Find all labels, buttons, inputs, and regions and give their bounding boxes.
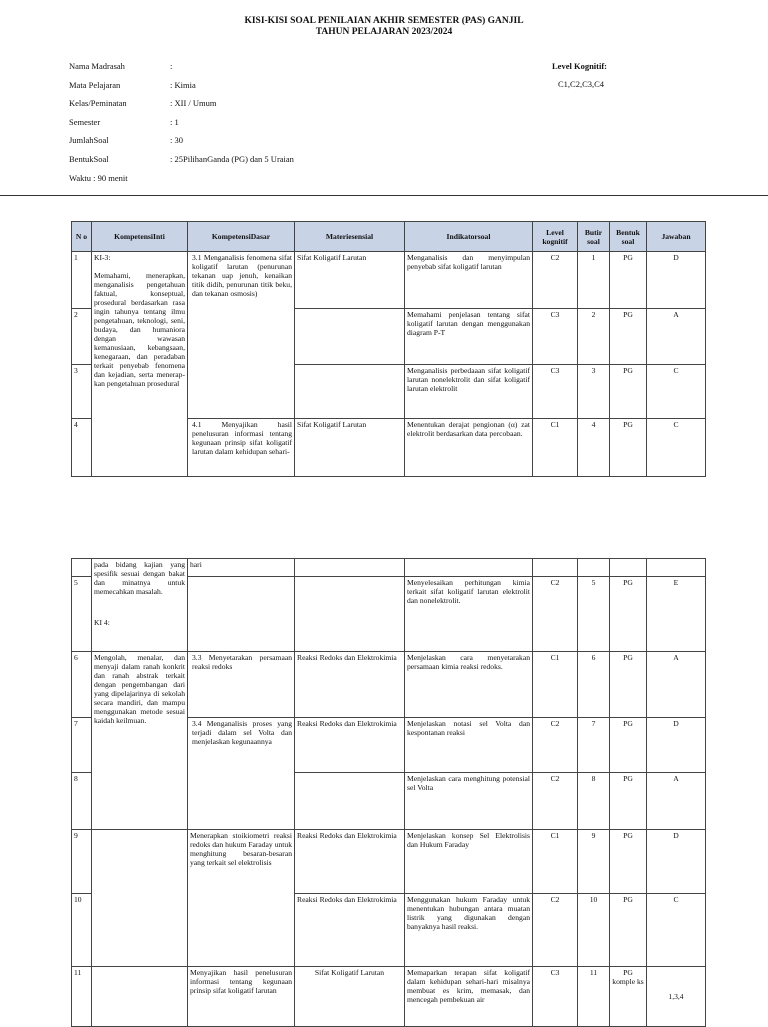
row-indikator: Menganalisis perbedaaan sifat koligatif larutan nonelektrolit dan sifat koligatif larutan elektrolit: [405, 365, 533, 419]
kd-faraday-cell: Menerapkan stoikiometri reaksi redoks dan hukum Faraday untuk menghitung besaran-besaran yang terkait sel elektrolisis: [188, 830, 295, 967]
row-jawaban: A: [647, 309, 706, 365]
row-bentuk: PG: [610, 365, 647, 419]
row-jawaban: [647, 559, 706, 577]
row-butir: 9: [578, 830, 610, 894]
col-header-no: N o: [72, 222, 92, 252]
semester-label: Semester: [69, 117, 101, 127]
semester-value: : 1: [170, 117, 179, 127]
row-materi: Reaksi Redoks dan Elektrokimia: [295, 652, 405, 718]
madrasah-label: Nama Madrasah: [69, 61, 125, 71]
row-materi: Reaksi Redoks dan Elektrokimia: [295, 894, 405, 967]
kisi-table-page2: [71, 558, 706, 1027]
row-jawaban: C: [647, 365, 706, 419]
row-no: 8: [72, 773, 92, 830]
row-level: C2: [533, 252, 578, 309]
header-divider: [0, 195, 768, 196]
ki-continuation-cell: [92, 559, 188, 652]
col-header-ki: KompetensiInti: [92, 222, 188, 252]
ki4-text: Mengolah, menalar, dan menyaji dalam ranah konkrit dan ranah abstrak terkait dengan pengembangan dari yang dipelajarinya di sekolah secara mandiri, dan mampu menggunakan metode sesuai kaidah keilmuan.: [92, 652, 188, 830]
row-jawaban: D: [647, 252, 706, 309]
row-bentuk: PG: [610, 419, 647, 477]
row-bentuk: PG: [610, 894, 647, 967]
row-bentuk: PG: [610, 718, 647, 773]
kd-3-4-cell: 3.4 Menganalisis proses yang terjadi dalam sel Volta dan menjelaskan kegunaannya: [188, 718, 295, 830]
row-materi: Sifat Koligatif Larutan: [295, 967, 405, 1027]
level-kognitif-value: C1,C2,C3,C4: [558, 79, 605, 89]
row-bentuk: PG: [610, 252, 647, 309]
row-indikator: [405, 559, 533, 577]
doc-title-line2: TAHUN PELAJARAN 2023/2024: [315, 27, 453, 37]
row-butir: 5: [578, 577, 610, 652]
row-butir: 8: [578, 773, 610, 830]
col-header-materi: Materiesensial: [295, 222, 405, 252]
row-bentuk: [610, 559, 647, 577]
row-indikator: Menjelaskan cara menghitung potensial sel Volta: [405, 773, 533, 830]
row-jawaban: C: [647, 419, 706, 477]
ki3-text-cont: pada bidang kajian yang spesifik sesuai dengan bakat dan minatnya untuk memecahkan masalah.: [94, 560, 185, 596]
kd-4-1-cont: hari: [188, 559, 295, 577]
row-butir: 3: [578, 365, 610, 419]
row-jawaban: 1,3,4: [647, 967, 706, 1027]
row-butir: 4: [578, 419, 610, 477]
row-materi: [295, 309, 405, 365]
table-row: [72, 652, 706, 718]
row-jawaban: D: [647, 830, 706, 894]
row-bentuk: PG: [610, 577, 647, 652]
row-no: 5: [72, 577, 92, 652]
row-no: 7: [72, 718, 92, 773]
row-level: C1: [533, 419, 578, 477]
row-level: C2: [533, 718, 578, 773]
kd-3-3-cell: 3.3 Menyetarakan persamaan reaksi redoks: [188, 652, 295, 718]
col-header-level: Level kognitif: [533, 222, 578, 252]
row-butir: 10: [578, 894, 610, 967]
mapel-label: Mata Pelajaran: [69, 80, 121, 90]
row-butir: 1: [578, 252, 610, 309]
row-no: 6: [72, 652, 92, 718]
row-materi: Sifat Koligatif Larutan: [295, 252, 405, 309]
row-no: 1: [72, 252, 92, 309]
row-level: C3: [533, 309, 578, 365]
bentuk-soal-value: : 25PilihanGanda (PG) dan 5 Uraian: [170, 154, 294, 164]
row-butir: 11: [578, 967, 610, 1027]
row-level: C2: [533, 894, 578, 967]
row-level: C1: [533, 652, 578, 718]
row-indikator: Memahami penjelasan tentang sifat koligatif larutan dengan menggunakan diagram P-T: [405, 309, 533, 365]
row-level: C2: [533, 773, 578, 830]
row-jawaban: E: [647, 577, 706, 652]
row-no: [72, 559, 92, 577]
ki3-cell: [92, 252, 188, 477]
row-level: C1: [533, 830, 578, 894]
row-materi: Reaksi Redoks dan Elektrokimia: [295, 718, 405, 773]
row-butir: 2: [578, 309, 610, 365]
level-kognitif-title: Level Kognitif:: [552, 61, 608, 71]
madrasah-value: :: [170, 61, 173, 71]
row-no: 10: [72, 894, 92, 967]
row-no: 3: [72, 365, 92, 419]
row-materi: [295, 559, 405, 577]
row-bentuk: PG: [610, 773, 647, 830]
row-butir: 6: [578, 652, 610, 718]
kelas-label: Kelas/Peminatan: [69, 98, 127, 108]
row-indikator: Menjelaskan konsep Sel Elektrolisis dan Hukum Faraday: [405, 830, 533, 894]
col-header-bentuk: Bentuk soal: [610, 222, 647, 252]
jumlah-soal-value: : 30: [170, 135, 183, 145]
row-level: [533, 559, 578, 577]
mapel-value: : Kimia: [170, 80, 196, 90]
table-row: [72, 252, 706, 309]
row-indikator: Menyelesaikan perhitungan kimia terkait sifat koligatif larutan elektrolit dan nonelektrolit.: [405, 577, 533, 652]
row-no: 11: [72, 967, 92, 1027]
row-jawaban: C: [647, 894, 706, 967]
ki-empty: [92, 967, 188, 1027]
row-materi: [295, 773, 405, 830]
row-materi: [295, 365, 405, 419]
row-materi: Reaksi Redoks dan Elektrokimia: [295, 830, 405, 894]
bentuk-soal-label: BentukSoal: [69, 154, 109, 164]
row-indikator: Memaparkan terapan sifat koligatif dalam kehidupan sehari-hari misalnya membuat es krim, memasak, dan mencegah pembekuan air: [405, 967, 533, 1027]
table-row-continued: [72, 559, 706, 577]
table-row: [72, 967, 706, 1027]
kelas-value: : XII / Umum: [170, 98, 217, 108]
row-level: C3: [533, 365, 578, 419]
row-bentuk: PG: [610, 652, 647, 718]
col-header-kd: KompetensiDasar: [188, 222, 295, 252]
row-bentuk: PG komple ks: [610, 967, 647, 1027]
row-jawaban: D: [647, 718, 706, 773]
row-no: 9: [72, 830, 92, 894]
row-indikator: Menentukan derajat pengionan (α) zat elektrolit berdasarkan data percobaan.: [405, 419, 533, 477]
row-no: 4: [72, 419, 92, 477]
row-level: C2: [533, 577, 578, 652]
row-jawaban: A: [647, 652, 706, 718]
row-bentuk: PG: [610, 830, 647, 894]
row-indikator: Menjelaskan cara menyetarakan persamaan kimia reaksi redoks.: [405, 652, 533, 718]
kd-empty: [188, 577, 295, 652]
doc-title-line1: KISI-KISI SOAL PENILAIAN AKHIR SEMESTER (PAS) GANJIL: [244, 16, 524, 26]
row-indikator: Menjelaskan notasi sel Volta dan kespontanan reaksi: [405, 718, 533, 773]
row-indikator: Menggunakan hukum Faraday untuk menentukan hubungan antara muatan listrik yang digunakan dengan banyaknya hasil reaksi.: [405, 894, 533, 967]
kd-4-1-cell: 4.1 Menyajikan hasil penelusuran informasi tentang kegunaan prinsip sifat koligatif larutan dalam kehidupan sehari-: [188, 419, 295, 477]
col-header-jawaban: Jawaban: [647, 222, 706, 252]
col-header-indikator: Indikatorsoal: [405, 222, 533, 252]
row-bentuk: PG: [610, 309, 647, 365]
row-materi: [295, 577, 405, 652]
table-row: [72, 830, 706, 894]
table-header-row: [72, 222, 706, 252]
row-butir: [578, 559, 610, 577]
row-indikator: Menganalisis dan menyimpulan penyebab sifat koligatif larutan: [405, 252, 533, 309]
ki4-heading: KI 4:: [94, 618, 110, 627]
row-level: C3: [533, 967, 578, 1027]
col-header-butir: Butir soal: [578, 222, 610, 252]
ki-empty: [92, 830, 188, 967]
row-materi: Sifat Koligatif Larutan: [295, 419, 405, 477]
row-no: 2: [72, 309, 92, 365]
kd-sajikan-cell: Menyajikan hasil penelusuran informasi tentang kegunaan prinsip sifat koligatif larutan: [188, 967, 295, 1027]
ki3-text: Memahami, menerapkan, menganalisis pengetahuan faktual, konseptual, prosedural berdasarkan rasa ingin tahunya tentang ilmu pengetahuan, teknologi, seni, budaya, dan humaniora dengan wawasan kemanusiaan, kebangsaan, kenegaraan, dan peradaban terkait penyebab fenomena dan kejadian, serta menerap-kan pengetahuan prosedural: [94, 271, 185, 388]
ki3-heading: KI-3:: [94, 253, 111, 262]
row-butir: 7: [578, 718, 610, 773]
jumlah-soal-label: JumlahSoal: [69, 135, 109, 145]
kd-3-1-cell: 3.1 Menganalisis fenomena sifat koligatif larutan (penurunan tekanan uap jenuh, kenaikan titik didih, penurunan titik beku, dan tekanan osmosis): [188, 252, 295, 419]
row-jawaban: A: [647, 773, 706, 830]
kisi-table-page1: [71, 221, 706, 477]
waktu-label: Waktu : 90 menit: [69, 173, 128, 183]
